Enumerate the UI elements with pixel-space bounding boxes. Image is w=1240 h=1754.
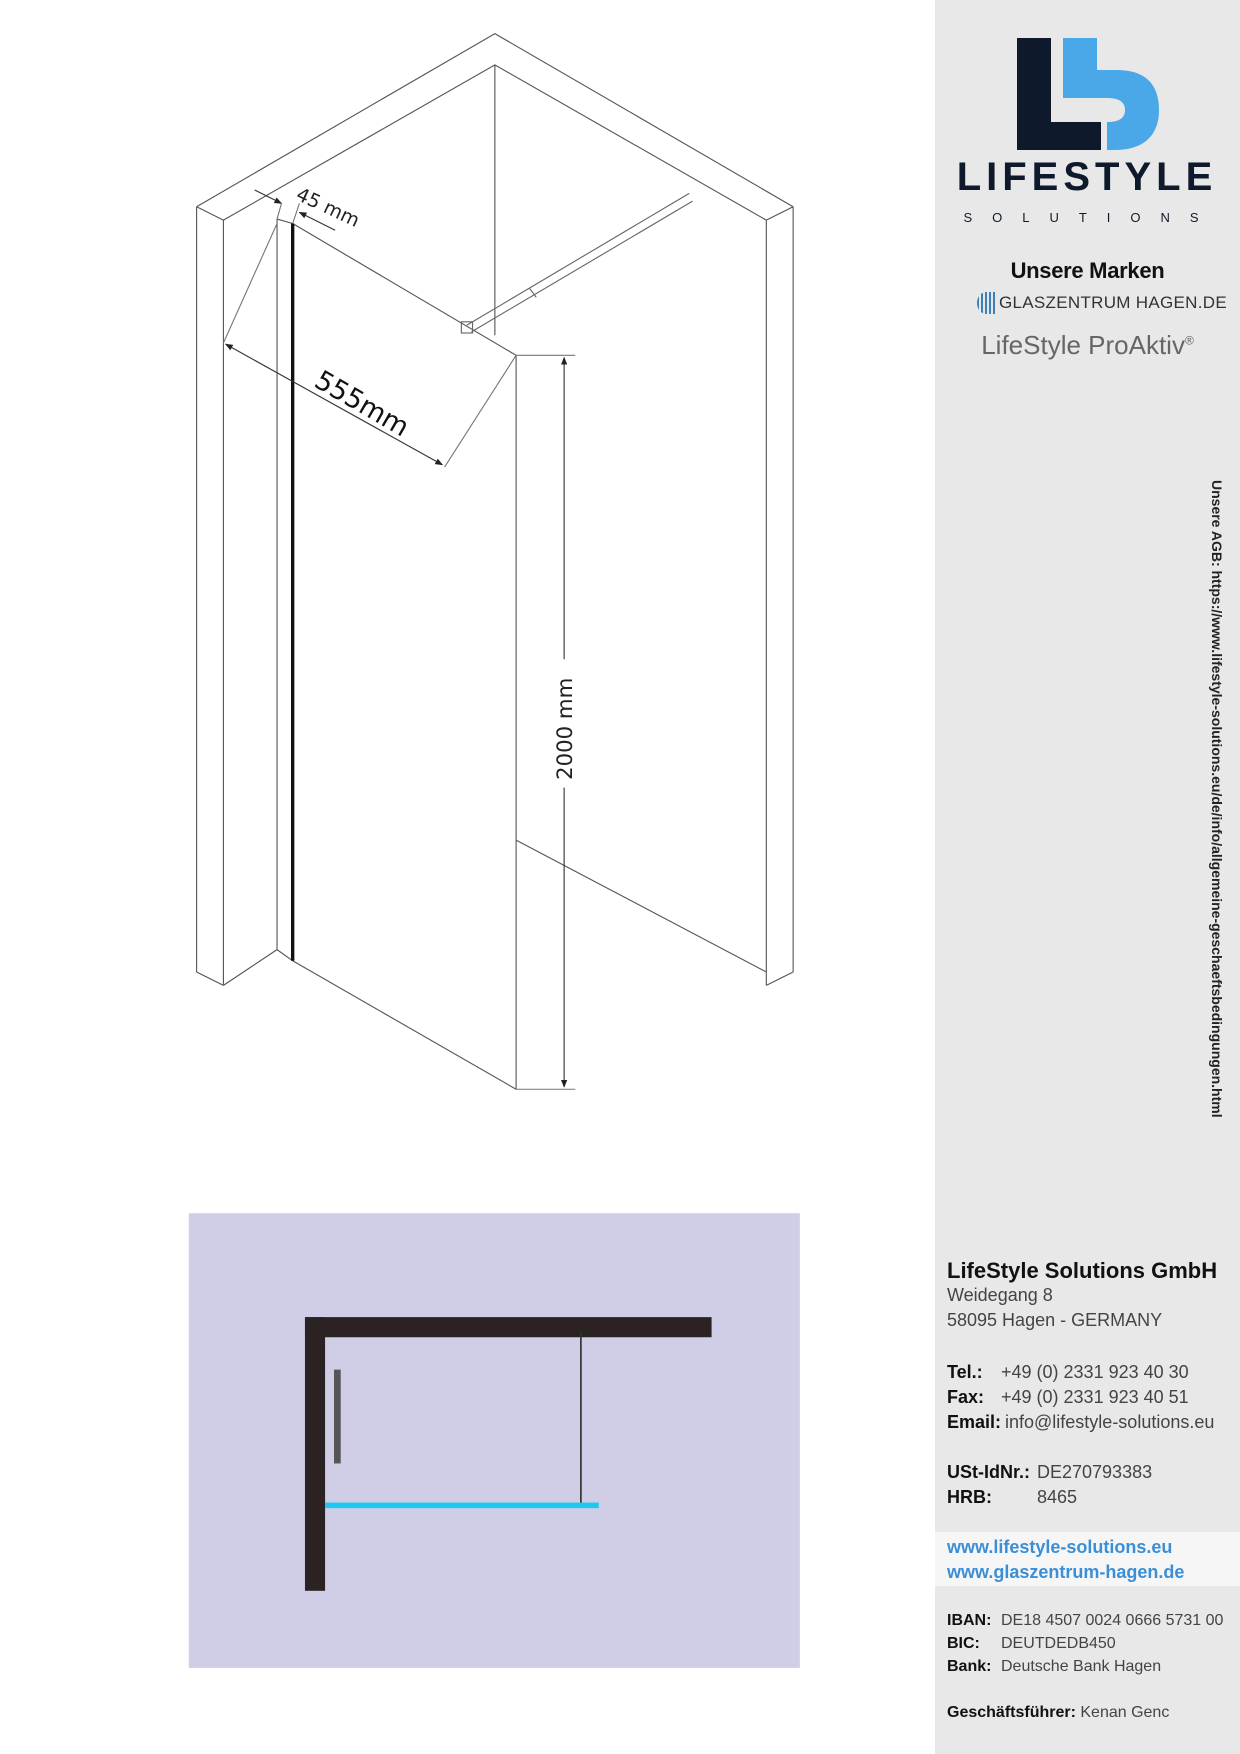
plan-back-wall <box>305 1317 712 1337</box>
width-dimension-label: 555mm <box>309 364 415 444</box>
iban-value: DE18 4507 0024 0666 5731 00 <box>1001 1612 1224 1629</box>
brand-glaszentrum <box>977 292 1227 314</box>
email-link[interactable]: info@lifestyle-solutions.eu <box>1005 1412 1215 1432</box>
logo-subtitle: SOLUTIONS <box>963 210 1219 225</box>
brands-heading: Unsere Marken <box>1010 258 1165 283</box>
bank-label: Bank: <box>947 1658 992 1675</box>
plan-background <box>189 1213 800 1668</box>
depth-dimension-label: 45 mm <box>292 183 363 232</box>
contact-block <box>947 1360 1214 1435</box>
glaszentrum-label: GLASZENTRUM HAGEN.DE <box>999 293 1227 312</box>
fax-value: +49 (0) 2331 923 40 51 <box>1001 1387 1189 1407</box>
bic-label: BIC: <box>947 1635 980 1652</box>
ceo-label: Geschäftsführer: <box>947 1704 1076 1721</box>
plan-fitting <box>334 1370 341 1464</box>
bic-value: DEUTDEDB450 <box>1001 1635 1116 1652</box>
hrb-value: 8465 <box>1037 1487 1078 1507</box>
ceo-line <box>947 1700 1169 1725</box>
plan-glass-panel <box>325 1503 599 1509</box>
glass-top <box>293 224 516 356</box>
plan-side-wall <box>305 1317 325 1591</box>
street: Weidegang 8 <box>947 1285 1053 1305</box>
glaszentrum-logo-icon <box>977 292 995 314</box>
stabilizer-bar <box>467 193 689 325</box>
floor-plan <box>189 1213 800 1668</box>
agb-link[interactable]: Unsere AGB: https://www.lifestyle-solutions.eu/de/info/allgemeine-geschaeftsbedingungen.html <box>1209 480 1225 1118</box>
city: 58095 Hagen - GERMANY <box>947 1310 1163 1330</box>
website-link-lifestyle[interactable]: www.lifestyle-solutions.eu <box>947 1537 1173 1557</box>
logo-wordmark: LIFESTYLE <box>956 155 1218 199</box>
email-label: Email: <box>947 1412 1002 1432</box>
websites <box>947 1535 1184 1585</box>
registration-block <box>947 1460 1152 1510</box>
hrb-label: HRB: <box>947 1487 992 1507</box>
tel-label: Tel.: <box>947 1362 983 1382</box>
bank-block <box>947 1609 1223 1678</box>
ust-label: USt-IdNr.: <box>947 1462 1030 1482</box>
glass-bottom <box>293 961 516 1089</box>
ceo-value: Kenan Genc <box>1080 1704 1170 1721</box>
bank-value: Deutsche Bank Hagen <box>1001 1658 1162 1675</box>
isometric-shower-drawing <box>197 34 794 1090</box>
tel-value: +49 (0) 2331 923 40 30 <box>1001 1362 1189 1382</box>
website-link-glaszentrum[interactable]: www.glaszentrum-hagen.de <box>947 1562 1185 1582</box>
company-sidebar <box>935 0 1240 1754</box>
company-address <box>947 1258 1217 1333</box>
registered-mark: ® <box>1184 333 1194 348</box>
company-name: LifeStyle Solutions GmbH <box>947 1258 1218 1283</box>
height-dimension-label: 2000 mm <box>552 677 578 780</box>
proaktiv-label: LifeStyle ProAktiv <box>981 330 1185 360</box>
lifestyle-solutions-logo <box>935 30 1240 230</box>
floor-line <box>516 840 766 972</box>
iban-label: IBAN: <box>947 1612 992 1629</box>
ust-value: DE270793383 <box>1037 1462 1153 1482</box>
fax-label: Fax: <box>947 1387 985 1407</box>
brand-proaktiv <box>935 330 1240 361</box>
